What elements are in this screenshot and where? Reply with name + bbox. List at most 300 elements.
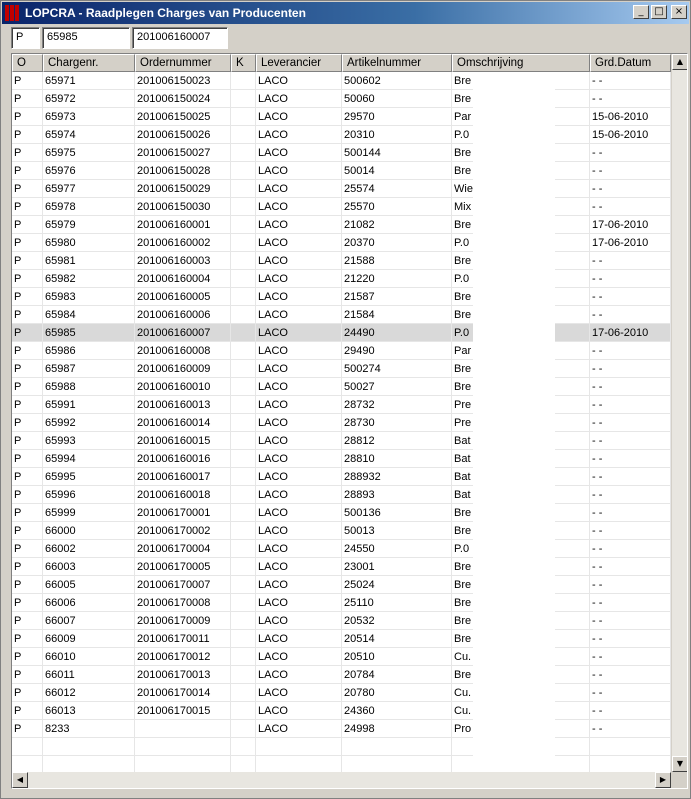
cell-k (231, 684, 256, 702)
cell-leverancier: LACO (256, 216, 342, 234)
cell-k (231, 234, 256, 252)
cell-grd-datum: 15-06-2010 (590, 108, 671, 126)
cell-k (231, 108, 256, 126)
empty-row (12, 738, 671, 756)
cell-omschrijving: Wie (452, 180, 590, 198)
filter-o-field[interactable]: P (11, 27, 40, 49)
grid-rows (12, 72, 671, 772)
cell-ordernummer: 201006160007 (135, 324, 231, 342)
cell-chargenr: 65979 (43, 216, 135, 234)
cell-artikelnummer: 24360 (342, 702, 452, 720)
table-row[interactable] (12, 630, 671, 648)
cell-leverancier: LACO (256, 468, 342, 486)
cell-ordernummer: 201006160006 (135, 306, 231, 324)
filter-bar (11, 27, 228, 49)
cell-artikelnummer: 25574 (342, 180, 452, 198)
cell-artikelnummer: 29490 (342, 342, 452, 360)
cell-omschrijving: Bre (452, 378, 590, 396)
cell-chargenr: 65995 (43, 468, 135, 486)
table-row[interactable] (12, 414, 671, 432)
cell-grd-datum: - - (590, 486, 671, 504)
cell-grd-datum: - - (590, 432, 671, 450)
maximize-button[interactable]: □ (651, 5, 667, 19)
table-row[interactable] (12, 504, 671, 522)
cell-leverancier: LACO (256, 648, 342, 666)
cell-ordernummer: 201006160001 (135, 216, 231, 234)
empty-cell (43, 756, 135, 772)
app-icon (5, 5, 19, 21)
cell-o: P (12, 540, 43, 558)
cell-o: P (12, 270, 43, 288)
cell-omschrijving: Bre (452, 90, 590, 108)
table-row[interactable] (12, 162, 671, 180)
cell-ordernummer: 201006150025 (135, 108, 231, 126)
cell-ordernummer: 201006160014 (135, 414, 231, 432)
cell-chargenr: 66002 (43, 540, 135, 558)
cell-chargenr: 65986 (43, 342, 135, 360)
empty-cell (342, 756, 452, 772)
cell-leverancier: LACO (256, 504, 342, 522)
cell-o: P (12, 126, 43, 144)
cell-o: P (12, 90, 43, 108)
cell-artikelnummer: 23001 (342, 558, 452, 576)
cell-leverancier: LACO (256, 576, 342, 594)
cell-grd-datum: - - (590, 72, 671, 90)
table-row[interactable] (12, 666, 671, 684)
cell-ordernummer: 201006150023 (135, 72, 231, 90)
table-row[interactable] (12, 450, 671, 468)
cell-grd-datum: - - (590, 720, 671, 738)
cell-artikelnummer: 500144 (342, 144, 452, 162)
cell-chargenr: 65982 (43, 270, 135, 288)
empty-cell (12, 756, 43, 772)
cell-chargenr: 65974 (43, 126, 135, 144)
cell-k (231, 342, 256, 360)
cell-artikelnummer: 21220 (342, 270, 452, 288)
table-row[interactable] (12, 576, 671, 594)
scroll-up-icon[interactable]: ▲ (672, 54, 688, 70)
cell-omschrijving: P.0 (452, 540, 590, 558)
cell-grd-datum: - - (590, 612, 671, 630)
window-title: LOPCRA - Raadplegen Charges van Producenten (25, 6, 306, 20)
cell-omschrijving: Bre (452, 252, 590, 270)
cell-leverancier: LACO (256, 72, 342, 90)
scroll-down-icon[interactable]: ▼ (672, 756, 688, 772)
cell-k (231, 90, 256, 108)
cell-leverancier: LACO (256, 180, 342, 198)
cell-o: P (12, 702, 43, 720)
cell-artikelnummer: 28812 (342, 432, 452, 450)
table-row[interactable] (12, 270, 671, 288)
cell-ordernummer: 201006160013 (135, 396, 231, 414)
empty-cell (135, 738, 231, 756)
cell-o: P (12, 558, 43, 576)
cell-omschrijving: Bre (452, 72, 590, 90)
cell-k (231, 396, 256, 414)
cell-omschrijving: Bre (452, 630, 590, 648)
empty-cell (135, 756, 231, 772)
cell-chargenr: 65992 (43, 414, 135, 432)
cell-leverancier: LACO (256, 702, 342, 720)
cell-leverancier: LACO (256, 324, 342, 342)
cell-ordernummer: 201006160002 (135, 234, 231, 252)
table-row[interactable] (12, 468, 671, 486)
cell-grd-datum: - - (590, 198, 671, 216)
cell-o: P (12, 648, 43, 666)
cell-grd-datum: - - (590, 630, 671, 648)
table-row[interactable] (12, 90, 671, 108)
empty-cell (12, 738, 43, 756)
cell-omschrijving: Bre (452, 216, 590, 234)
table-row[interactable] (12, 324, 671, 342)
cell-k (231, 702, 256, 720)
cell-o: P (12, 468, 43, 486)
cell-grd-datum: - - (590, 180, 671, 198)
table-row[interactable] (12, 144, 671, 162)
cell-omschrijving: P.0 (452, 324, 590, 342)
cell-leverancier: LACO (256, 612, 342, 630)
cell-ordernummer: 201006160015 (135, 432, 231, 450)
table-row[interactable] (12, 306, 671, 324)
table-row[interactable] (12, 558, 671, 576)
cell-ordernummer: 201006150027 (135, 144, 231, 162)
cell-chargenr: 66005 (43, 576, 135, 594)
filter-ordernummer-field[interactable]: 201006160007 (132, 27, 228, 49)
vertical-scrollbar[interactable] (671, 54, 687, 772)
table-row[interactable] (12, 72, 671, 90)
cell-k (231, 450, 256, 468)
cell-k (231, 144, 256, 162)
table-row[interactable] (12, 180, 671, 198)
cell-artikelnummer: 20514 (342, 630, 452, 648)
cell-artikelnummer: 50060 (342, 90, 452, 108)
cell-omschrijving: P.0 (452, 234, 590, 252)
cell-leverancier: LACO (256, 342, 342, 360)
cell-artikelnummer: 20510 (342, 648, 452, 666)
cell-k (231, 360, 256, 378)
table-row[interactable] (12, 198, 671, 216)
cell-o: P (12, 306, 43, 324)
cell-ordernummer (135, 720, 231, 738)
cell-ordernummer: 201006170013 (135, 666, 231, 684)
cell-leverancier: LACO (256, 486, 342, 504)
column-header-grd-datum[interactable]: Grd.Datum (590, 54, 671, 72)
column-header-leverancier[interactable]: Leverancier (256, 54, 342, 72)
table-row[interactable] (12, 288, 671, 306)
cell-grd-datum: - - (590, 468, 671, 486)
empty-cell (256, 738, 342, 756)
table-row[interactable] (12, 378, 671, 396)
cell-k (231, 522, 256, 540)
cell-ordernummer: 201006170004 (135, 540, 231, 558)
cell-grd-datum: - - (590, 594, 671, 612)
cell-o: P (12, 612, 43, 630)
cell-ordernummer: 201006160010 (135, 378, 231, 396)
cell-grd-datum: - - (590, 648, 671, 666)
cell-o: P (12, 360, 43, 378)
table-row[interactable] (12, 486, 671, 504)
cell-grd-datum: - - (590, 450, 671, 468)
cell-o: P (12, 720, 43, 738)
cell-grd-datum: - - (590, 540, 671, 558)
table-row[interactable] (12, 126, 671, 144)
table-row[interactable] (12, 432, 671, 450)
close-button[interactable]: × (671, 5, 687, 19)
cell-artikelnummer: 50027 (342, 378, 452, 396)
cell-ordernummer: 201006150028 (135, 162, 231, 180)
cell-chargenr: 65994 (43, 450, 135, 468)
cell-chargenr: 66003 (43, 558, 135, 576)
cell-ordernummer: 201006150030 (135, 198, 231, 216)
cell-omschrijving: Bat (452, 468, 590, 486)
cell-o: P (12, 162, 43, 180)
cell-chargenr: 65996 (43, 486, 135, 504)
cell-artikelnummer: 25570 (342, 198, 452, 216)
cell-chargenr: 66009 (43, 630, 135, 648)
cell-ordernummer: 201006160016 (135, 450, 231, 468)
table-row[interactable] (12, 234, 671, 252)
column-header-o[interactable]: O (12, 54, 43, 72)
cell-chargenr: 65977 (43, 180, 135, 198)
cell-ordernummer: 201006160004 (135, 270, 231, 288)
cell-leverancier: LACO (256, 540, 342, 558)
cell-grd-datum: - - (590, 306, 671, 324)
cell-artikelnummer: 25110 (342, 594, 452, 612)
cell-leverancier: LACO (256, 558, 342, 576)
cell-leverancier: LACO (256, 144, 342, 162)
cell-o: P (12, 666, 43, 684)
cell-o: P (12, 234, 43, 252)
empty-cell (231, 756, 256, 772)
cell-artikelnummer: 28810 (342, 450, 452, 468)
cell-chargenr: 65971 (43, 72, 135, 90)
empty-cell (342, 738, 452, 756)
cell-grd-datum: - - (590, 666, 671, 684)
cell-artikelnummer: 28730 (342, 414, 452, 432)
cell-omschrijving: Bre (452, 144, 590, 162)
cell-k (231, 612, 256, 630)
cell-leverancier: LACO (256, 90, 342, 108)
grid-viewport (12, 54, 671, 772)
cell-ordernummer: 201006150026 (135, 126, 231, 144)
cell-leverancier: LACO (256, 198, 342, 216)
cell-ordernummer: 201006170014 (135, 684, 231, 702)
table-row[interactable] (12, 342, 671, 360)
column-header-ordernummer[interactable]: Ordernummer (135, 54, 231, 72)
cell-chargenr: 66000 (43, 522, 135, 540)
table-row[interactable] (12, 396, 671, 414)
cell-artikelnummer: 25024 (342, 576, 452, 594)
cell-k (231, 216, 256, 234)
cell-ordernummer: 201006160003 (135, 252, 231, 270)
cell-omschrijving: Cu. (452, 648, 590, 666)
cell-ordernummer: 201006170011 (135, 630, 231, 648)
table-row[interactable] (12, 720, 671, 738)
table-row[interactable] (12, 648, 671, 666)
cell-chargenr: 65999 (43, 504, 135, 522)
cell-ordernummer: 201006170008 (135, 594, 231, 612)
cell-grd-datum: - - (590, 360, 671, 378)
cell-chargenr: 66013 (43, 702, 135, 720)
cell-artikelnummer: 288932 (342, 468, 452, 486)
table-row[interactable] (12, 216, 671, 234)
column-header-omschrijving[interactable]: Omschrijving (452, 54, 590, 72)
cell-chargenr: 65975 (43, 144, 135, 162)
cell-o: P (12, 252, 43, 270)
cell-k (231, 162, 256, 180)
cell-leverancier: LACO (256, 666, 342, 684)
cell-ordernummer: 201006160005 (135, 288, 231, 306)
table-row[interactable] (12, 684, 671, 702)
cell-grd-datum: 17-06-2010 (590, 216, 671, 234)
cell-k (231, 468, 256, 486)
table-row[interactable] (12, 108, 671, 126)
cell-o: P (12, 684, 43, 702)
cell-k (231, 486, 256, 504)
cell-artikelnummer: 28732 (342, 396, 452, 414)
table-row[interactable] (12, 594, 671, 612)
cell-o: P (12, 180, 43, 198)
cell-k (231, 504, 256, 522)
cell-grd-datum: - - (590, 684, 671, 702)
cell-omschrijving: Bre (452, 504, 590, 522)
cell-grd-datum: - - (590, 288, 671, 306)
empty-cell (590, 738, 671, 756)
cell-omschrijving: Bre (452, 288, 590, 306)
cell-grd-datum: 17-06-2010 (590, 324, 671, 342)
table-row[interactable] (12, 252, 671, 270)
cell-chargenr: 65985 (43, 324, 135, 342)
cell-ordernummer: 201006150029 (135, 180, 231, 198)
cell-leverancier: LACO (256, 270, 342, 288)
cell-ordernummer: 201006160018 (135, 486, 231, 504)
table-row[interactable] (12, 612, 671, 630)
cell-ordernummer: 201006170015 (135, 702, 231, 720)
title-bar[interactable] (2, 2, 689, 24)
cell-k (231, 288, 256, 306)
cell-artikelnummer: 20532 (342, 612, 452, 630)
filter-chargenr-field[interactable]: 65985 (42, 27, 130, 49)
cell-grd-datum: - - (590, 270, 671, 288)
cell-grd-datum: - - (590, 414, 671, 432)
cell-grd-datum: - - (590, 252, 671, 270)
cell-leverancier: LACO (256, 306, 342, 324)
cell-k (231, 72, 256, 90)
cell-artikelnummer: 21587 (342, 288, 452, 306)
cell-o: P (12, 108, 43, 126)
minimize-button[interactable]: _ (633, 5, 649, 19)
cell-chargenr: 65981 (43, 252, 135, 270)
cell-artikelnummer: 500136 (342, 504, 452, 522)
cell-chargenr: 65976 (43, 162, 135, 180)
cell-o: P (12, 144, 43, 162)
cell-omschrijving: Pre (452, 396, 590, 414)
cell-ordernummer: 201006170007 (135, 576, 231, 594)
column-header-chargenr[interactable]: Chargenr. (43, 54, 135, 72)
empty-cell (590, 756, 671, 772)
cell-leverancier: LACO (256, 594, 342, 612)
table-row[interactable] (12, 540, 671, 558)
cell-leverancier: LACO (256, 378, 342, 396)
cell-omschrijving: Bre (452, 162, 590, 180)
cell-ordernummer: 201006160008 (135, 342, 231, 360)
cell-artikelnummer: 20780 (342, 684, 452, 702)
table-row[interactable] (12, 522, 671, 540)
cell-grd-datum: - - (590, 522, 671, 540)
window-controls (633, 5, 687, 19)
cell-chargenr: 65980 (43, 234, 135, 252)
cell-o: P (12, 486, 43, 504)
cell-leverancier: LACO (256, 522, 342, 540)
cell-leverancier: LACO (256, 432, 342, 450)
cell-grd-datum: - - (590, 702, 671, 720)
cell-leverancier: LACO (256, 252, 342, 270)
horizontal-scrollbar[interactable] (12, 772, 671, 788)
cell-leverancier: LACO (256, 450, 342, 468)
cell-grd-datum: - - (590, 378, 671, 396)
cell-k (231, 378, 256, 396)
cell-omschrijving: Bre (452, 306, 590, 324)
cell-artikelnummer: 50013 (342, 522, 452, 540)
cell-artikelnummer: 24998 (342, 720, 452, 738)
cell-o: P (12, 216, 43, 234)
cell-o: P (12, 576, 43, 594)
cell-chargenr: 66011 (43, 666, 135, 684)
cell-ordernummer: 201006170002 (135, 522, 231, 540)
cell-artikelnummer: 28893 (342, 486, 452, 504)
cell-k (231, 306, 256, 324)
cell-grd-datum: - - (590, 504, 671, 522)
empty-row (12, 756, 671, 772)
cell-artikelnummer: 500274 (342, 360, 452, 378)
cell-leverancier: LACO (256, 288, 342, 306)
cell-grd-datum: - - (590, 558, 671, 576)
cell-omschrijving: Cu. (452, 702, 590, 720)
cell-leverancier: LACO (256, 414, 342, 432)
cell-chargenr: 65973 (43, 108, 135, 126)
cell-o: P (12, 198, 43, 216)
table-row[interactable] (12, 702, 671, 720)
cell-omschrijving: Par (452, 342, 590, 360)
cell-chargenr: 65987 (43, 360, 135, 378)
scroll-left-icon[interactable]: ◀ (12, 772, 28, 788)
cell-o: P (12, 288, 43, 306)
cell-grd-datum: - - (590, 90, 671, 108)
cell-ordernummer: 201006170001 (135, 504, 231, 522)
table-row[interactable] (12, 360, 671, 378)
cell-grd-datum: - - (590, 162, 671, 180)
cell-k (231, 720, 256, 738)
cell-leverancier: LACO (256, 234, 342, 252)
cell-chargenr: 66010 (43, 648, 135, 666)
cell-k (231, 252, 256, 270)
column-header-k[interactable]: K (231, 54, 256, 72)
cell-artikelnummer: 21584 (342, 306, 452, 324)
cell-k (231, 594, 256, 612)
scroll-right-icon[interactable]: ▶ (655, 772, 671, 788)
cell-artikelnummer: 21588 (342, 252, 452, 270)
empty-cell (43, 738, 135, 756)
cell-chargenr: 8233 (43, 720, 135, 738)
cell-omschrijving: Bat (452, 432, 590, 450)
cell-grd-datum: 15-06-2010 (590, 126, 671, 144)
cell-o: P (12, 396, 43, 414)
cell-leverancier: LACO (256, 396, 342, 414)
cell-k (231, 270, 256, 288)
column-header-artikelnummer[interactable]: Artikelnummer (342, 54, 452, 72)
cell-grd-datum: - - (590, 396, 671, 414)
cell-leverancier: LACO (256, 360, 342, 378)
